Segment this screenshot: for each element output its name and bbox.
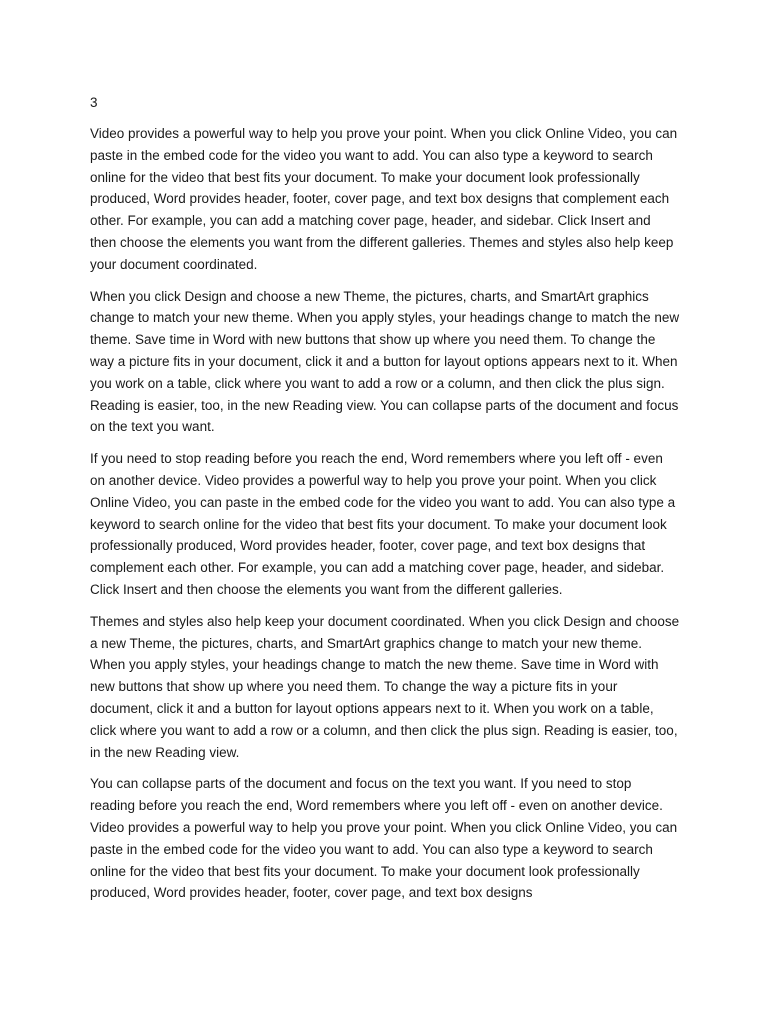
document-body [90,93,680,914]
paragraph-2: When you click Design and choose a new Theme, the pictures, charts, and SmartArt graphics change to match your new theme. When you apply styles, your headings change to match the new theme. Save time in Word with new buttons that show up where you need them. To change the way a picture fits in your document, click it and a button for layout options appears next to it. When you work on a table, click where you want to add a row or a column, and then click the plus sign. Reading is easier, too, in the new Reading view. You can collapse parts of the document and focus on the text you want. [90,288,680,435]
page-number: 3 [90,95,98,110]
paragraph-1: Video provides a powerful way to help you prove your point. When you click Online Video, you can paste in the embed code for the video you want to add. You can also type a keyword to search online for the video that best fits your document. To make your document look professionally produced, Word provides header, footer, cover page, and text box designs that complement each other. For example, you can add a matching cover page, header, and sidebar. Click Insert and then choose the elements you want from the different galleries. Themes and styles also help keep your document coordinated. [90,126,678,272]
paragraph-5: You can collapse parts of the document and focus on the text you want. If you need to stop reading before you reach the end, Word remembers where you left off - even on another device. Video provides a powerful way to help you prove your point. When you click Online Video, you can paste in the embed code for the video you want to add. You can also type a keyword to search online for the video that best fits your document. To make your document look professionally produced, Word provides header, footer, cover page, and text box designs [90,776,678,901]
paragraph-4: Themes and styles also help keep your document coordinated. When you click Design and choose a new Theme, the pictures, charts, and SmartArt graphics change to match your new theme. When you apply styles, your headings change to match the new theme. Save time in Word with new buttons that show up where you need them. To change the way a picture fits in your document, click it and a button for layout options appears next to it. When you work on a table, click where you want to add a row or a column, and then click the plus sign. Reading is easier, too, in the new Reading view. [90,613,680,760]
paragraph-3: If you need to stop reading before you reach the end, Word remembers where you left off - even on another device. Video provides a powerful way to help you prove your point. When you click Online Video, you can paste in the embed code for the video you want to add. You can also type a keyword to search online for the video that best fits your document. To make your document look professionally produced, Word provides header, footer, cover page, and text box designs that complement each other. For example, you can add a matching cover page, header, and sidebar. Click Insert and then choose the elements you want from the different galleries. [90,451,676,597]
